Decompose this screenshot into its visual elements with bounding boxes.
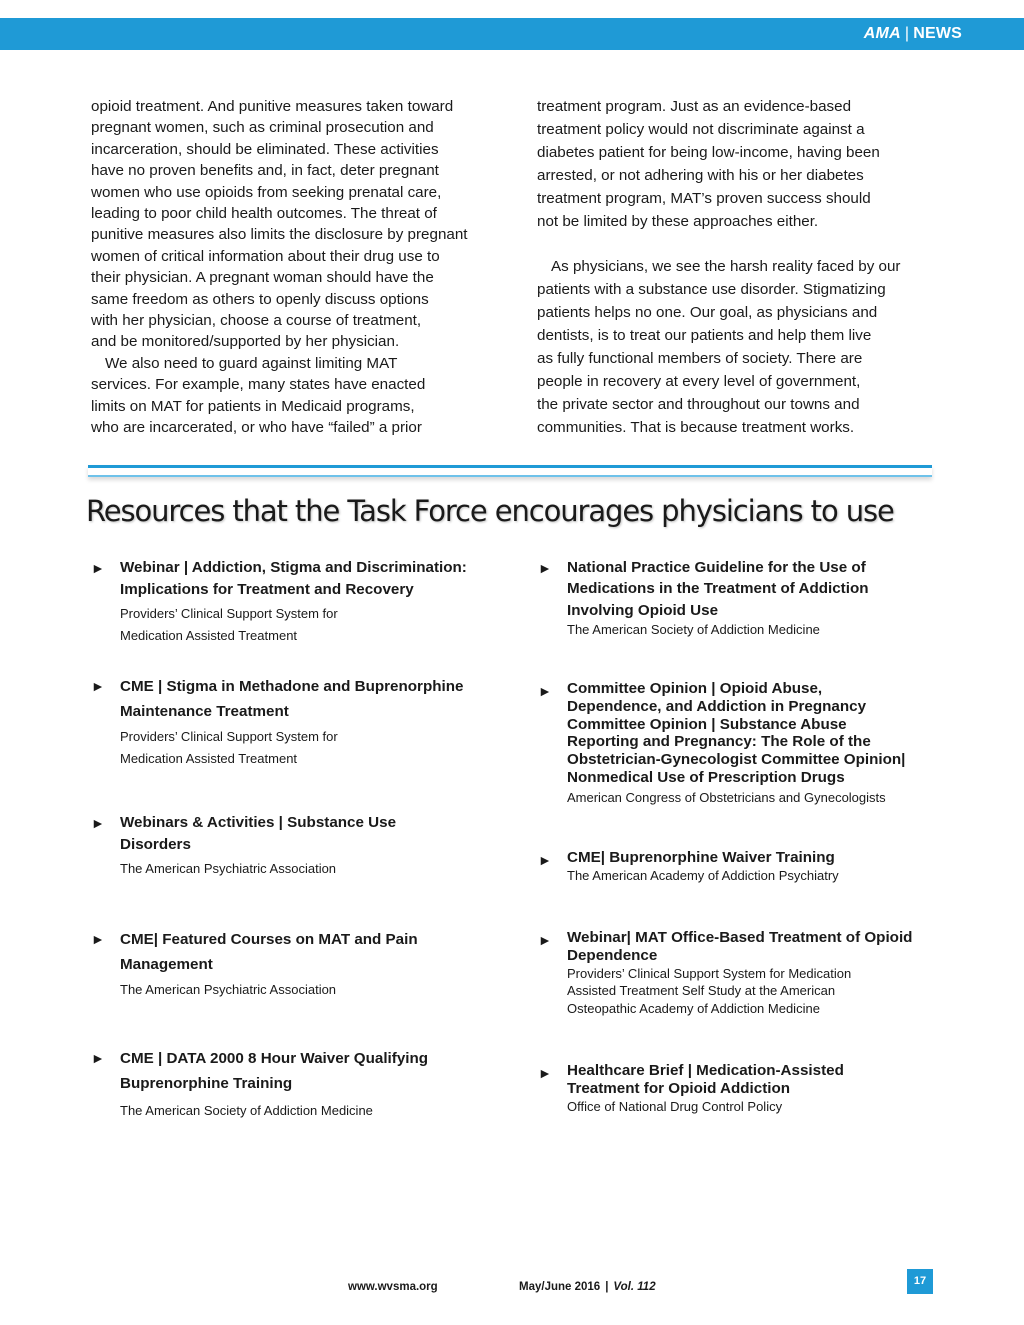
text-line: women who use opioids from seeking prenatal care,: [91, 183, 442, 201]
text-line: Assisted Treatment Self Study at the American: [567, 983, 836, 999]
article-paragraph-2: [91, 353, 491, 439]
resource-title[interactable]: [120, 1047, 491, 1096]
resource-organization: [567, 789, 948, 807]
resource-title[interactable]: [120, 812, 491, 856]
resource-title[interactable]: [567, 680, 948, 787]
footer-website[interactable]: www.wvsma.org: [348, 1281, 438, 1293]
text-line: not be limited by these approaches either.: [537, 212, 819, 230]
magazine-name: AMA: [863, 25, 901, 42]
text-line: who are incarcerated, or who have “failed” a prior: [91, 419, 422, 437]
triangle-bullet-icon: ►: [538, 560, 552, 576]
text-line: Involving Opioid Use: [567, 601, 719, 619]
text-line: The American Society of Addiction Medicine: [120, 1103, 373, 1118]
text-line: Implications for Treatment and Recovery: [120, 581, 414, 598]
section-divider: [88, 465, 932, 477]
text-line: Healthcare Brief | Medication-Assisted: [567, 1062, 844, 1079]
text-line: The American Psychiatric Association: [120, 982, 337, 997]
resources-heading: Resources that the Task Force encourages physicians to use: [86, 494, 894, 528]
text-line: Osteopathic Academy of Addiction Medicine: [567, 1001, 820, 1017]
resource-organization: [567, 1098, 938, 1116]
resource-item[interactable]: [91, 812, 491, 880]
footer-separator: |: [605, 1281, 609, 1293]
article-paragraph-4: [537, 256, 937, 439]
text-line: American Congress of Obstetricians and Gynecologists: [567, 789, 886, 805]
text-line: leading to poor child health outcomes. The threat of: [91, 205, 437, 223]
text-line: as fully functional members of society. There are: [537, 349, 863, 367]
text-line: CME| Featured Courses on MAT and Pain: [120, 931, 418, 948]
text-line: treatment program. Just as an evidence-based: [537, 98, 852, 115]
resource-organization: [567, 621, 938, 639]
triangle-bullet-icon: ►: [91, 560, 105, 576]
text-line: The American Society of Addiction Medicine: [567, 621, 820, 637]
resource-title[interactable]: [120, 557, 491, 601]
text-line: Obstetrician-Gynecologist Committee Opinion|: [567, 751, 906, 769]
text-line: arrested, or not adhering with his or her diabetes: [537, 166, 864, 184]
text-line: with her physician, choose a course of treatment,: [91, 312, 422, 330]
text-line: Maintenance Treatment: [120, 702, 289, 720]
text-line: pregnant women, such as criminal prosecution and: [91, 119, 434, 137]
text-line: Management: [120, 955, 213, 973]
resource-item[interactable]: [91, 928, 491, 1001]
text-line: Medications in the Treatment of Addiction: [567, 580, 869, 598]
resource-organization: [567, 965, 948, 1018]
text-line: treatment policy would not discriminate against a: [537, 120, 865, 138]
text-line: Committee Opinion | Substance Abuse: [567, 715, 847, 733]
text-line: Treatment for Opioid Addiction: [567, 1079, 791, 1097]
text-line: Disorders: [120, 836, 191, 853]
text-line: Dependence, and Addiction in Pregnancy: [567, 697, 867, 715]
text-line: Committee Opinion | Opioid Abuse,: [567, 680, 823, 697]
issue-date: May/June 2016: [519, 1281, 601, 1293]
text-line: Nonmedical Use of Prescription Drugs: [567, 768, 845, 786]
text-line: services. For example, many states have enacted: [91, 376, 426, 394]
text-line: people in recovery at every level of government,: [537, 372, 861, 390]
text-line: CME| Buprenorphine Waiver Training: [567, 849, 835, 866]
resource-title[interactable]: [567, 929, 948, 965]
text-line: Providers’ Clinical Support System for: [120, 729, 338, 744]
text-line: Webinars & Activities | Substance Use: [120, 814, 397, 831]
article-paragraph-1: [91, 96, 491, 353]
resource-item[interactable]: [538, 680, 948, 807]
text-line: the private sector and throughout our towns and: [537, 395, 860, 413]
text-line: same freedom as others to openly discuss options: [91, 290, 429, 308]
text-line: punitive measures also limits the disclosure by pregnant: [91, 226, 468, 244]
text-line: communities. That is because treatment works.: [537, 418, 855, 436]
triangle-bullet-icon: ►: [538, 932, 552, 948]
text-line: Office of National Drug Control Policy: [567, 1098, 783, 1114]
article-paragraph-3: [537, 96, 937, 233]
text-line: CME | Stigma in Methadone and Buprenorphine: [120, 678, 464, 695]
text-line: Webinar | Addiction, Stigma and Discrimination:: [120, 559, 467, 576]
section-name: NEWS: [913, 25, 962, 42]
text-line: CME | DATA 2000 8 Hour Waiver Qualifying: [120, 1050, 429, 1067]
text-line: Providers’ Clinical Support System for: [120, 606, 338, 621]
section-label: [864, 25, 962, 43]
triangle-bullet-icon: ►: [538, 852, 552, 868]
resource-title[interactable]: [567, 557, 938, 621]
page-number: 17: [907, 1269, 933, 1294]
footer-issue: [519, 1281, 656, 1293]
text-line: Medication Assisted Treatment: [120, 627, 298, 643]
resource-organization: [120, 979, 491, 1001]
text-line: As physicians, we see the harsh reality faced by our: [551, 258, 901, 276]
text-line: opioid treatment. And punitive measures taken toward: [91, 98, 454, 115]
resource-organization: [120, 1100, 491, 1122]
text-line: Medication Assisted Treatment: [120, 750, 298, 766]
resource-item[interactable]: [538, 929, 948, 1018]
article-column-left: [91, 96, 491, 439]
resource-organization: [120, 603, 491, 646]
text-line: diabetes patient for being low-income, having been: [537, 143, 880, 161]
text-line: We also need to guard against limiting MAT: [105, 354, 398, 372]
text-line: The American Psychiatric Association: [120, 861, 337, 876]
triangle-bullet-icon: ►: [91, 815, 105, 831]
resource-title[interactable]: [120, 675, 491, 724]
triangle-bullet-icon: ►: [538, 1065, 552, 1081]
resource-item[interactable]: [538, 1062, 938, 1115]
resource-title[interactable]: [567, 849, 938, 867]
triangle-bullet-icon: ►: [91, 931, 105, 947]
text-line: their physician. A pregnant woman should have the: [91, 269, 434, 287]
text-line: The American Academy of Addiction Psychiatry: [567, 867, 839, 883]
triangle-bullet-icon: ►: [538, 683, 552, 699]
resource-item[interactable]: [538, 849, 938, 885]
header-separator: |: [904, 25, 910, 42]
text-line: dentists, is to treat our patients and help them live: [537, 327, 872, 345]
text-line: incarceration, should be eliminated. These activities: [91, 140, 439, 158]
text-line: patients helps no one. Our goal, as physicians and: [537, 304, 878, 322]
resource-title[interactable]: [120, 928, 491, 977]
resource-item[interactable]: [91, 675, 491, 769]
triangle-bullet-icon: ►: [91, 1050, 105, 1066]
text-line: limits on MAT for patients in Medicaid programs,: [91, 397, 415, 415]
header-bar: [0, 18, 1024, 50]
text-line: Reporting and Pregnancy: The Role of the: [567, 733, 871, 751]
text-line: have no proven benefits and, in fact, deter pregnant: [91, 162, 439, 180]
text-line: and be monitored/supported by her physician.: [91, 333, 400, 351]
volume-number: Vol. 112: [613, 1281, 656, 1293]
resource-organization: [567, 867, 938, 885]
text-line: Webinar| MAT Office-Based Treatment of Opioid: [567, 929, 913, 946]
resource-organization: [120, 726, 491, 769]
resource-title[interactable]: [567, 1062, 938, 1098]
text-line: treatment program, MAT’s proven success should: [537, 189, 871, 207]
resource-item[interactable]: [538, 557, 938, 639]
text-line: women of critical information about their drug use to: [91, 247, 440, 265]
article-column-right: [537, 96, 937, 440]
resource-organization: [120, 858, 491, 880]
text-line: patients with a substance use disorder. Stigmatizing: [537, 281, 886, 299]
resource-item[interactable]: [91, 1047, 491, 1122]
text-line: Dependence: [567, 946, 658, 964]
text-line: National Practice Guideline for the Use of: [567, 559, 866, 576]
text-line: Providers’ Clinical Support System for Medication: [567, 965, 852, 981]
triangle-bullet-icon: ►: [91, 678, 105, 694]
resource-item[interactable]: [91, 557, 491, 646]
text-line: Buprenorphine Training: [120, 1074, 293, 1092]
